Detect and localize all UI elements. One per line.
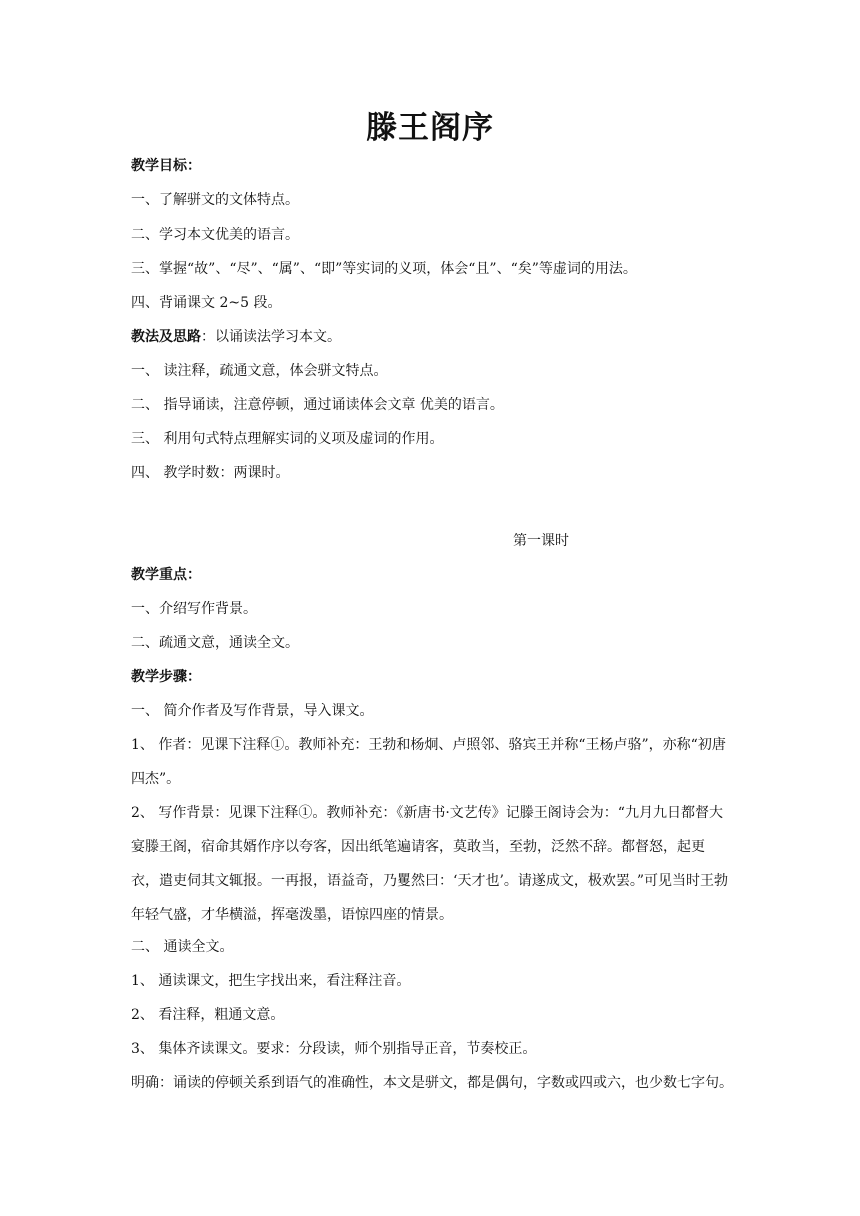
step-1: 一、 简介作者及写作背景，导入课文。	[131, 703, 374, 719]
clarification-line: 明确：诵读的停顿关系到语气的准确性，本文是骈文，都是偶句，字数或四或六，也少数七字句。	[131, 1075, 733, 1091]
steps-heading: 教学步骤：	[131, 669, 201, 685]
goal-item-1: 一、了解骈文的文体特点。	[131, 192, 299, 208]
goal-item-2: 二、学习本文优美的语言。	[131, 227, 299, 243]
step-1-author: 1、 作者：见课下注释①。教师补充：王勃和杨炯、卢照邻、骆宾王并称“王杨卢骆”，亦称“初唐四杰”。	[131, 737, 726, 787]
lesson-heading: 第一课时	[513, 533, 569, 549]
method-label: 教法及思路	[131, 329, 201, 345]
goal-item-3: 三、掌握“故”、“尽”、“属”、“即”等实词的义项，体会“且”、“矣”等虚词的用法。	[131, 261, 637, 277]
key-points-heading: 教学重点：	[131, 567, 201, 583]
method-text: ：以诵读法学习本文。	[201, 329, 341, 345]
method-item-2: 二、 指导诵读，注意停顿，通过诵读体会文章 优美的语言。	[131, 397, 504, 413]
step-2-item-2: 2、 看注释，粗通文意。	[131, 1007, 285, 1023]
method-line	[131, 327, 731, 347]
key-point-1: 一、介绍写作背景。	[131, 601, 257, 617]
step-2: 二、 通读全文。	[131, 939, 234, 955]
teaching-goals-heading: 教学目标：	[131, 158, 201, 174]
step-2-item-3: 3、 集体齐读课文。要求：分段读，师个别指导正音，节奏校正。	[131, 1041, 537, 1057]
page-title: 滕王阁序	[366, 110, 494, 146]
method-item-3: 三、 利用句式特点理解实词的义项及虚词的作用。	[131, 431, 444, 447]
method-item-1: 一、 读注释，疏通文意，体会骈文特点。	[131, 363, 388, 379]
method-item-4: 四、 教学时数：两课时。	[131, 465, 290, 481]
step-1-background: 2、 写作背景：见课下注释①。教师补充：《新唐书·文艺传》记滕王阁诗会为：“九月九日都督大宴滕王阁，宿命其婿作序以夸客，因出纸笔遍请客，莫敢当，至勃，泛然不辞。都督怒，起更衣，遣吏伺其文辄报。一再报，语益奇，乃矍然曰：‘天才也’。请遂成文，极欢罢。”可见当时王勃年轻气盛，才华横溢，挥毫泼墨，语惊四座的情景。	[131, 805, 729, 923]
step-2-item-1: 1、 通读课文，把生字找出来，看注释注音。	[131, 973, 411, 989]
key-point-2: 二、疏通文意，通读全文。	[131, 635, 299, 651]
goal-item-4: 四、背诵课文 2~5 段。	[131, 295, 282, 311]
